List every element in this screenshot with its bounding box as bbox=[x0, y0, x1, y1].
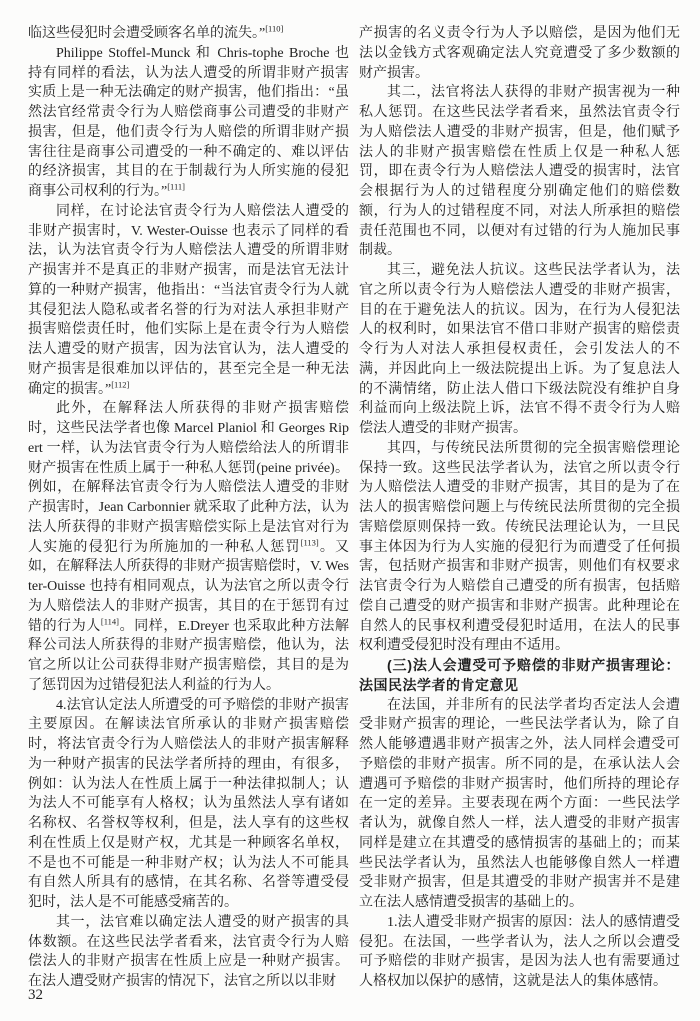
paragraph: 同样，在讨论法官责令行为人赔偿法人遭受的非财产损害时，V. Wester-Ouisse 也表示了同样的看法，认为法官责令行为人赔偿法人遭受的所谓非财产损害并不是真正的非财产损害，而是法官无法计算的一种财产损害，他指出：“当法官责令行为人就其侵犯法人隐私或者名誉的行为对法人承担非财产损害赔偿责任时，他们实际上是在责令行为人赔偿法人遭受的财产损害，因为法官认为，法人遭受的财产损害是很难加以评估的，甚至完全是一种无法确定的损害。”[112] bbox=[28, 203, 349, 397]
paragraph: 1.法人遭受非财产损害的原因：法人的感情遭受侵犯。在法国，一些学者认为，法人之所以会遭受可予赔偿的非财产损害，是因为法人也有需要通过人格权加以保护的感情，这就是法人的集体感情。 bbox=[359, 914, 680, 989]
paragraph: 其一，法官难以确定法人遭受的财产损害的具体数额。在这些民法学者看来，法官责令行为人赔偿法人的非财产损害在性质上应是一种财产损害。在法人遭受财产损害的情况下，法官之所以以非财 bbox=[28, 914, 349, 989]
paragraph: Philippe Stoffel-Munck 和 Chris-tophe Broche 也持有同样的看法，认为法人遭受的所谓非财产损害实质上是一种无法确定的财产损害，他们指出：“虽然法官经常责令行为人赔偿商事公司遭受的非财产损害，但是，他们责令行为人赔偿的所谓非财产损害往往是商事公司遭受的一种不确定的、难以评估的经济损害，其目的在于制裁行为人所实施的侵犯商事公司权利的行为。”[111] bbox=[28, 45, 349, 199]
section-heading: (三)法人会遭受可予赔偿的非财产损害理论：法国民法学者的肯定意见 bbox=[359, 657, 680, 693]
paragraph: 此外，在解释法人所获得的非财产损害赔偿时，这些民法学者也像 Marcel Planiol 和 Georges Ripert 一样，认为法官责令行为人赔偿给法人的所谓非财产损害在性质上属于一种私人惩罚(peine privée)。例如，在解释法官责令行为人赔偿法人遭受的非财产损害时，Jean Carbonnier 就采取了此种方法，认为法人所获得的非财产损害赔偿实际上是法官对行为人实施的侵犯行为所施加的一种私人惩罚[113]。又如，在解释法人所获得的非财产损害赔偿时，V. Wester-Ouisse 也持有相同观点，认为法官之所以责令行为人赔偿法人的非财产损害，其目的在于惩罚有过错的行为人[114]。同样，E.Dreyer 也采取此种方法解释公司法人所获得的非财产损害赔偿，他认为，法官之所以让公司获得非财产损害赔偿，其目的是为了惩罚因为过错侵犯法人利益的行为人。 bbox=[28, 401, 349, 693]
text-columns bbox=[28, 24, 680, 992]
paragraph: 4.法官认定法人所遭受的可予赔偿的非财产损害主要原因。在解读法官所承认的非财产损害赔偿时，将法官责令行为人赔偿法人的非财产损害解释为一种财产损害的民法学者所持的理由，有很多，例如：认为法人在性质上属于一种法律拟制人；认为法人不可能享有人格权；认为虽然法人享有诸如名称权、名誉权等权利，但是，法人享有的这些权利在性质上仅是财产权，尤其是一种顾客名单权，不是也不可能是一种非财产权；认为法人不可能具有自然人所具有的感情，在其名称、名誉等遭受侵犯时，法人是不可能感受痛苦的。 bbox=[28, 697, 349, 910]
page-number: 32 bbox=[28, 987, 43, 1003]
paragraph: 在法国，并非所有的民法学者均否定法人会遭受非财产损害的理论，一些民法学者认为，除了自然人能够遭遇非财产损害之外，法人同样会遭受可予赔偿的非财产损害。所不同的是，在承认法人会遭遇可予赔偿的非财产损害时，他们所持的理论存在一定的差异。主要表现在两个方面：一些民法学者认为，就像自然人一样，法人遭受的非财产损害同样是建立在其遭受的感情损害的基础上的；而某些民法学者认为，虽然法人也能够像自然人一样遭受非财产损害，但是其遭受的非财产损害并不是建立在法人感情遭受损害的基础上的。 bbox=[359, 697, 680, 910]
left-column bbox=[28, 24, 349, 992]
paragraph: 产损害的名义责令行为人予以赔偿，是因为他们无法以金钱方式客观确定法人究竟遭受了多少数额的财产损害。 bbox=[359, 26, 680, 81]
paragraph: 其二，法官将法人获得的非财产损害视为一种私人惩罚。在这些民法学者看来，虽然法官责令行为人赔偿法人遭受的非财产损害，但是，他们赋予法人的非财产损害赔偿在性质上仅是一种私人惩罚，即在责令行为人赔偿法人遭受的损害时，法官会根据行为人的过错程度分别确定他们的赔偿数额，行为人的过错程度不同，对法人所承担的赔偿责任范围也不同，以便对有过错的行为人施加民事制裁。 bbox=[359, 85, 680, 259]
paragraph: 其四，与传统民法所贯彻的完全损害赔偿理论保持一致。这些民法学者认为，法官之所以责令行为人赔偿法人遭受的非财产损害，其目的是为了在法人的损害赔偿问题上与传统民法所贯彻的完全损害赔偿原则保持一致。传统民法理论认为，一旦民事主体因为行为人实施的侵犯行为而遭受了任何损害，包括财产损害和非财产损害，则他们有权要求法官责令行为人赔偿自己遭受的所有损害，包括赔偿自己遭受的财产损害和非财产损害。此种理论在自然人的民事权利遭受侵犯时适用，在法人的民事权利遭受侵犯时没有理由不适用。 bbox=[359, 440, 680, 654]
right-column bbox=[359, 24, 680, 992]
paragraph: 其三，避免法人抗议。这些民法学者认为，法官之所以责令行为人赔偿法人遭受的非财产损害，目的在于避免法人的抗议。因为，在行为人侵犯法人的权利时，如果法官不借口非财产损害的赔偿责令行为人对法人承担侵权责任，会引发法人的不满，并因此向上一级法院提出上诉。为了复息法人的不满情绪，防止法人借口下级法院没有维护自身利益而向上级法院上诉，法官不得不责令行为人赔偿法人遭受的非财产损害。 bbox=[359, 263, 680, 436]
paragraph: 临这些侵犯时会遭受顾客名单的流失。”[110] bbox=[28, 24, 284, 41]
